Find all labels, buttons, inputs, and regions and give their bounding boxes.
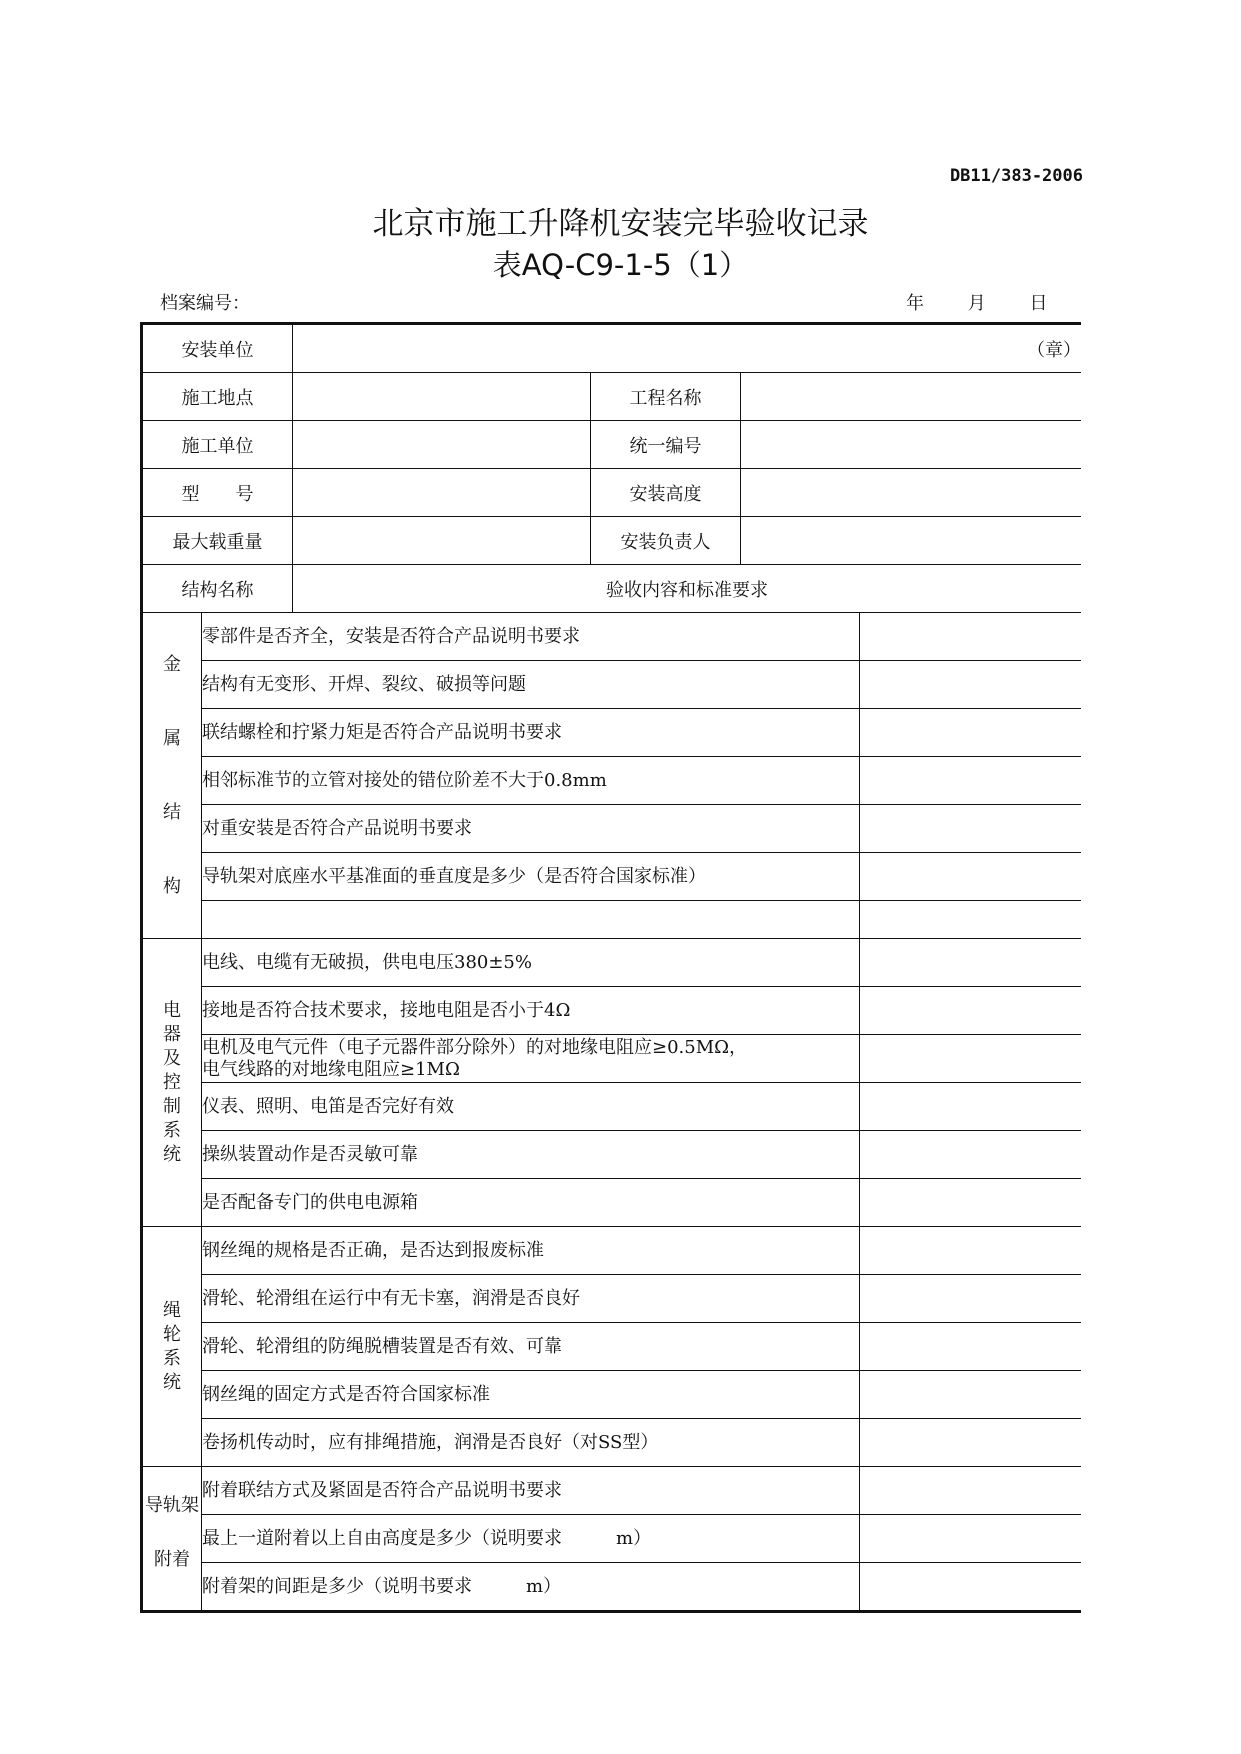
table-row <box>142 1179 1082 1227</box>
install-height-value[interactable] <box>741 469 1082 517</box>
site-label: 施工地点 <box>142 373 293 421</box>
section-label-metal: 金 属 结 构 <box>142 613 202 939</box>
site-value[interactable] <box>293 373 591 421</box>
check-item: 结构有无变形、开焊、裂纹、破损等问题 <box>202 661 860 709</box>
date-year: 年 <box>906 293 924 314</box>
model-value[interactable] <box>293 469 591 517</box>
check-item: 接地是否符合技术要求，接地电阻是否小于4Ω <box>202 987 860 1035</box>
section-label-electric: 电 器 及 控 制 系 统 <box>142 939 202 1227</box>
table-row <box>142 1467 1082 1515</box>
result-cell[interactable] <box>860 1515 1082 1563</box>
form-number: 表AQ-C9-1-5（1） <box>492 248 749 282</box>
table-row <box>142 613 1082 661</box>
table-row <box>142 1227 1082 1275</box>
check-item: 相邻标准节的立管对接处的错位阶差不大于0.8mm <box>202 757 860 805</box>
result-cell[interactable] <box>860 1035 1082 1083</box>
section-label-rope: 绳 轮 系 统 <box>142 1227 202 1467</box>
check-item: 是否配备专门的供电电源箱 <box>202 1179 860 1227</box>
result-cell[interactable] <box>860 661 1082 709</box>
table-row <box>142 939 1082 987</box>
result-cell[interactable] <box>860 939 1082 987</box>
seal-label: （章） <box>1027 339 1081 361</box>
table-row <box>142 987 1082 1035</box>
install-unit-value[interactable] <box>293 324 1082 373</box>
check-item: 电线、电缆有无破损，供电电压380±5% <box>202 939 860 987</box>
date-field <box>906 289 1071 315</box>
standard-code: DB11/383-2006 <box>949 166 1083 186</box>
table-row <box>142 805 1082 853</box>
project-name-value[interactable] <box>741 373 1082 421</box>
result-cell[interactable] <box>860 1227 1082 1275</box>
install-height-label: 安装高度 <box>591 469 741 517</box>
check-item: 仪表、照明、电笛是否完好有效 <box>202 1083 860 1131</box>
section-label-attach: 导轨架 附着 <box>142 1467 202 1612</box>
check-item: 钢丝绳的固定方式是否符合国家标准 <box>202 1371 860 1419</box>
acceptance-header: 验收内容和标准要求 <box>293 565 1082 613</box>
table-row <box>142 853 1082 901</box>
info-row-site <box>142 373 1082 421</box>
result-cell[interactable] <box>860 1275 1082 1323</box>
table-row <box>142 901 1082 939</box>
table-row <box>142 1323 1082 1371</box>
check-item: 钢丝绳的规格是否正确，是否达到报废标准 <box>202 1227 860 1275</box>
table-row <box>142 661 1082 709</box>
date-day: 日 <box>1029 293 1048 314</box>
result-cell[interactable] <box>860 1179 1082 1227</box>
unified-number-value[interactable] <box>741 421 1082 469</box>
result-cell[interactable] <box>860 805 1082 853</box>
info-row-construction <box>142 421 1082 469</box>
check-item: 最上一道附着以上自由高度是多少（说明要求 m） <box>202 1515 860 1563</box>
check-item: 对重安装是否符合产品说明书要求 <box>202 805 860 853</box>
acceptance-form-table <box>140 322 1081 1613</box>
date-month: 月 <box>967 293 986 314</box>
table-row <box>142 1035 1082 1083</box>
max-load-value[interactable] <box>293 517 591 565</box>
info-row-load <box>142 517 1082 565</box>
table-row <box>142 1083 1082 1131</box>
table-row <box>142 1419 1082 1467</box>
check-item-two-line: 电机及电气元件（电子元器件部分除外）的对地缘电阻应≥0.5MΩ， 电气线路的对地缘电阻应≥1MΩ <box>202 1035 860 1083</box>
table-row <box>142 1131 1082 1179</box>
table-row <box>142 1371 1082 1419</box>
table-row <box>142 1515 1082 1563</box>
result-cell[interactable] <box>860 1131 1082 1179</box>
result-cell[interactable] <box>860 987 1082 1035</box>
table-row <box>142 757 1082 805</box>
form-frame <box>140 322 1081 1754</box>
construction-unit-label: 施工单位 <box>142 421 293 469</box>
construction-unit-value[interactable] <box>293 421 591 469</box>
check-item: 联结螺栓和拧紧力矩是否符合产品说明书要求 <box>202 709 860 757</box>
max-load-label: 最大载重量 <box>142 517 293 565</box>
result-cell[interactable] <box>860 1467 1082 1515</box>
result-cell[interactable] <box>860 1323 1082 1371</box>
install-manager-label: 安装负责人 <box>591 517 741 565</box>
model-label: 型 号 <box>142 469 293 517</box>
unified-number-label: 统一编号 <box>591 421 741 469</box>
structure-name-header: 结构名称 <box>142 565 293 613</box>
info-row-install-unit <box>142 324 1082 373</box>
install-unit-label: 安装单位 <box>142 324 293 373</box>
result-cell[interactable] <box>860 613 1082 661</box>
table-row <box>142 709 1082 757</box>
check-item: 零部件是否齐全，安装是否符合产品说明书要求 <box>202 613 860 661</box>
table-row <box>142 1275 1082 1323</box>
archive-number-label: 档案编号： <box>160 293 250 314</box>
result-cell[interactable] <box>860 853 1082 901</box>
result-cell[interactable] <box>860 1563 1082 1612</box>
result-cell[interactable] <box>860 1083 1082 1131</box>
result-cell[interactable] <box>860 1419 1082 1467</box>
check-item: 附着架的间距是多少（说明书要求 m） <box>202 1563 860 1612</box>
result-cell[interactable] <box>860 1371 1082 1419</box>
result-cell[interactable] <box>860 709 1082 757</box>
check-item: 导轨架对底座水平基准面的垂直度是多少（是否符合国家标准） <box>202 853 860 901</box>
header-row <box>142 565 1082 613</box>
info-row-model <box>142 469 1082 517</box>
install-manager-value[interactable] <box>741 517 1082 565</box>
check-item: 卷扬机传动时，应有排绳措施，润滑是否良好（对SS型） <box>202 1419 860 1467</box>
table-row <box>142 1563 1082 1612</box>
check-item: 滑轮、轮滑组在运行中有无卡塞，润滑是否良好 <box>202 1275 860 1323</box>
page-title: 北京市施工升降机安装完毕验收记录 <box>372 206 869 242</box>
check-item: 操纵装置动作是否灵敏可靠 <box>202 1131 860 1179</box>
result-cell[interactable] <box>860 757 1082 805</box>
check-item-blank[interactable] <box>202 901 860 939</box>
check-item: 滑轮、轮滑组的防绳脱槽装置是否有效、可靠 <box>202 1323 860 1371</box>
check-item: 附着联结方式及紧固是否符合产品说明书要求 <box>202 1467 860 1515</box>
project-name-label: 工程名称 <box>591 373 741 421</box>
result-cell[interactable] <box>860 901 1082 939</box>
